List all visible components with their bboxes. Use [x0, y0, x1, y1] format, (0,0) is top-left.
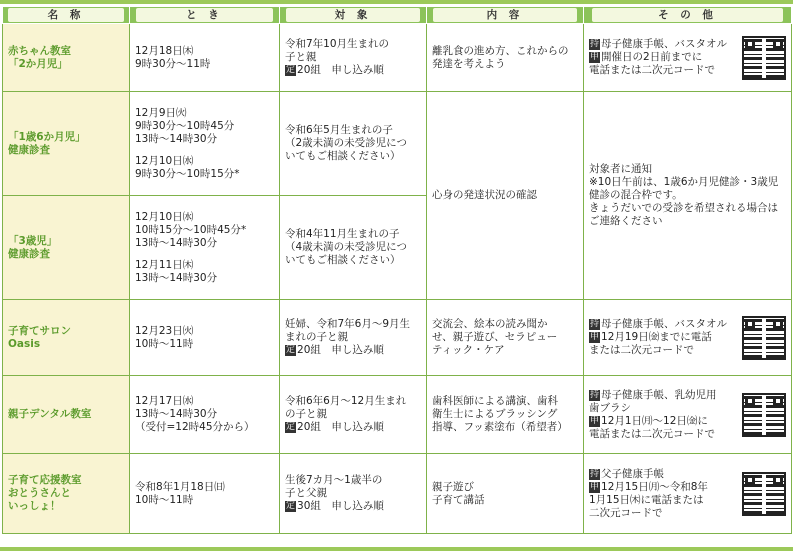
bring-badge: 持: [590, 389, 600, 400]
event-time: 12月9日㈫ 9時30分～10時45分 13時～14時30分 12月10日㈬ 9時30分～10時15分*: [130, 92, 280, 196]
qr-code-icon[interactable]: [742, 393, 786, 437]
event-schedule-table: [2, 6, 792, 534]
event-name: 「3歳児」 健康診査: [3, 196, 130, 300]
event-content: 交流会、絵本の読み聞か せ、親子遊び、セラピュー ティック・ケア: [427, 300, 584, 376]
header-other: そ の 他: [584, 7, 792, 24]
bottom-accent-bar: [0, 547, 793, 551]
capacity-badge: 定: [286, 501, 296, 511]
event-target: 妊婦、令和7年6月～9月生 まれの子と親 定 20組 申し込み順: [280, 300, 427, 376]
event-name: 子育てサロン Oasis: [3, 300, 130, 376]
event-content: 親子遊び 子育て講話: [427, 454, 584, 534]
event-time: 12月10日㈬ 10時15分～10時45分* 13時～14時30分 12月11日㈭ 13時～14時30分: [130, 196, 280, 300]
event-name: 「1歳6か月児」 健康診査: [3, 92, 130, 196]
bring-badge: 持: [590, 319, 600, 329]
event-content: 離乳食の進め方、これからの 発達を考えよう: [427, 24, 584, 92]
event-other: 持 母子健康手帳、バスタオル 申 12月19日㈮までに電話 または二次元コードで: [584, 300, 792, 376]
qr-code-icon[interactable]: [742, 316, 786, 360]
apply-badge: 申: [590, 481, 600, 492]
event-content: 心身の発達状況の確認: [427, 92, 584, 300]
event-time: 12月17日㈬ 13時～14時30分 （受付=12時45分から）: [130, 376, 280, 454]
header-time: と き: [130, 7, 280, 24]
table-row: [3, 24, 792, 92]
header-content: 内 容: [427, 7, 584, 24]
event-other: 持 母子健康手帳、乳幼児用 歯ブラシ 申 12月1日㈪～12日㈮に 電話または二次元コードで: [584, 376, 792, 454]
event-other: 持 母子健康手帳、バスタオル 申 開催日の2日前までに 電話または二次元コードで: [584, 24, 792, 92]
table-row: [3, 376, 792, 454]
apply-badge: 申: [590, 332, 600, 342]
event-target: 令和6年6月～12月生まれ の子と親 定 20組 申し込み順: [280, 376, 427, 454]
event-time: 12月23日㈫ 10時～11時: [130, 300, 280, 376]
event-name: 子育て応援教室 おとうさんと いっしょ！: [3, 454, 130, 534]
apply-badge: 申: [590, 52, 600, 62]
event-target: 令和6年5月生まれの子 （2歳未満の未受診児につ いてもご相談ください）: [280, 92, 427, 196]
event-content: 歯科医師による講演、歯科 衛生士によるブラッシング 指導、フッ素塗布（希望者）: [427, 376, 584, 454]
header-name: 名 称: [3, 7, 130, 24]
top-accent-bar: [0, 0, 793, 4]
event-other: 持 父子健康手帳 申 12月15日㈪～令和8年 1月15日㈭に電話または 二次元コードで: [584, 454, 792, 534]
capacity-badge: 定: [286, 345, 296, 355]
event-name: 赤ちゃん教室 「2か月児」: [3, 24, 130, 92]
event-time: 令和8年1月18日㈰ 10時～11時: [130, 454, 280, 534]
bring-badge: 持: [590, 468, 600, 479]
bring-badge: 持: [590, 39, 600, 49]
table-row: [3, 454, 792, 534]
qr-code-icon[interactable]: [742, 36, 786, 80]
event-time: 12月18日㈭ 9時30分～11時: [130, 24, 280, 92]
capacity-badge: 定: [286, 65, 296, 75]
capacity-badge: 定: [286, 422, 296, 432]
event-target: 令和4年11月生まれの子 （4歳未満の未受診児につ いてもご相談ください）: [280, 196, 427, 300]
table-row: [3, 92, 792, 196]
table-row: [3, 300, 792, 376]
qr-code-icon[interactable]: [742, 472, 786, 516]
table-header-row: [3, 7, 792, 24]
event-target: 生後7カ月～1歳半の 子と父親 定 30組 申し込み順: [280, 454, 427, 534]
event-other: 対象者に通知 ※10日午前は、1歳6か月児健診・3歳児健診の混合枠です。 きょうだいでの受診を希望される場合はご連絡ください: [584, 92, 792, 300]
event-name: 親子デンタル教室: [3, 376, 130, 454]
apply-badge: 申: [590, 415, 600, 426]
header-target: 対 象: [280, 7, 427, 24]
event-target: 令和7年10月生まれの 子と親 定 20組 申し込み順: [280, 24, 427, 92]
